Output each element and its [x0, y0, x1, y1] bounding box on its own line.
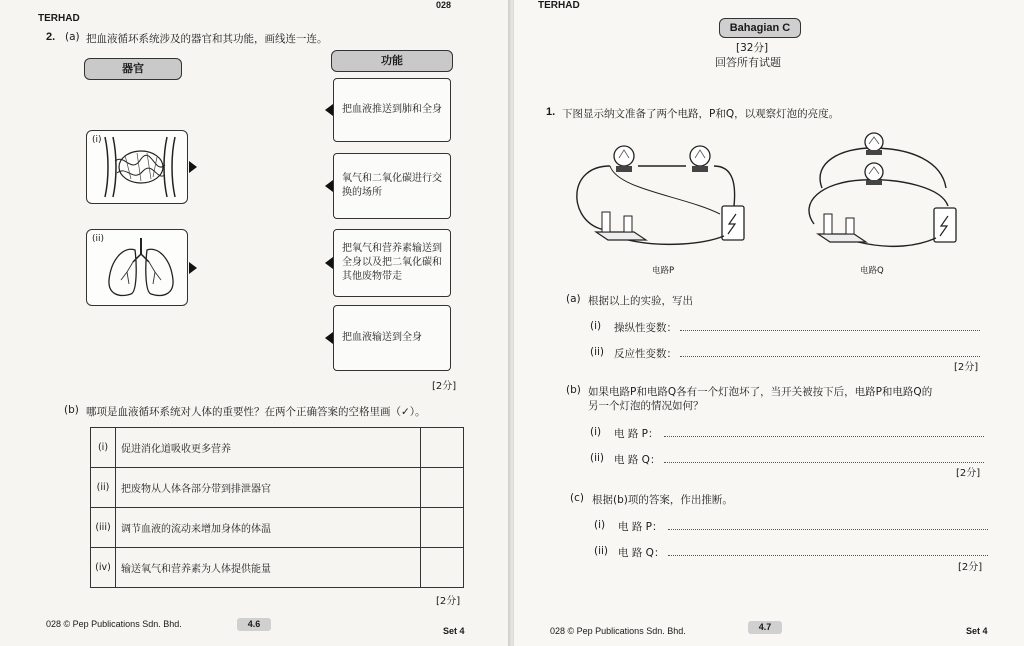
terhad-label: TERHAD [38, 13, 80, 24]
left-page [0, 0, 510, 646]
option-4-number: (iv) [91, 548, 116, 588]
answer-line-1a-ii[interactable] [680, 356, 980, 357]
left-footer: 028 © Pep Publications Sdn. Bhd. [46, 619, 182, 629]
organ-box-ii[interactable] [86, 229, 188, 306]
option-2-number: (ii) [91, 468, 116, 508]
option-row-3 [91, 508, 464, 548]
question-2a-marks: [2分] [432, 381, 457, 392]
option-row-4 [91, 548, 464, 588]
answer-line-1c-ii[interactable] [668, 555, 988, 556]
question-1a-i-text: 操纵性变数： [614, 322, 677, 334]
question-1b-label: (b) [566, 384, 581, 396]
question-1c-i-label: (i) [594, 519, 606, 531]
question-1b-text-line1: 如果电路P和电路Q各有一个灯泡坏了，当开关被按下后，电路P和电路Q的 [588, 386, 933, 398]
question-1b-i-text: 电 路 P： [614, 428, 659, 440]
question-1b-ii-text: 电 路 Q： [614, 454, 661, 466]
option-1-text: 促进消化道吸收更多营养 [116, 428, 421, 468]
function-2-text: 氧气和二氧化碳进行交换的场所 [342, 173, 442, 198]
function-3-connector-icon [325, 257, 333, 269]
question-1a-label: (a) [566, 293, 581, 305]
question-2a-label: (a) [65, 31, 80, 43]
answer-line-1b-ii[interactable] [664, 462, 984, 463]
function-box-3[interactable] [333, 229, 451, 297]
function-4-text: 把血液输送到全身 [342, 332, 422, 343]
question-1a-text: 根据以上的实验，写出 [588, 295, 693, 307]
option-4-text: 输送氧气和营养素为人体提供能量 [116, 548, 421, 588]
option-row-1 [91, 428, 464, 468]
section-marks: [32分] [736, 42, 769, 54]
circuit-q-label: 电路Q [860, 266, 884, 276]
question-1a-marks: [2分] [954, 362, 979, 373]
question-1a-i-label: (i) [590, 320, 602, 332]
question-2-number: 2. [46, 31, 56, 43]
option-3-text: 调节血液的流动来增加身体的体温 [116, 508, 421, 548]
right-page [514, 0, 1024, 646]
option-1-number: (i) [91, 428, 116, 468]
question-1-number: 1. [546, 106, 556, 118]
right-set-label: Set 4 [966, 626, 988, 636]
left-set-label: Set 4 [443, 626, 465, 636]
function-box-1[interactable] [333, 78, 451, 142]
section-title: Bahagian C [719, 18, 801, 38]
circuit-p-label: 电路P [652, 266, 675, 276]
option-2-checkbox[interactable] [421, 468, 464, 508]
organ-box-i[interactable] [86, 130, 188, 204]
capillary-network-icon [101, 135, 181, 199]
question-1c-i-text: 电 路 P： [618, 521, 663, 533]
option-row-2 [91, 468, 464, 508]
function-1-connector-icon [325, 104, 333, 116]
option-3-number: (iii) [91, 508, 116, 548]
answer-line-1a-i[interactable] [680, 330, 980, 331]
option-4-checkbox[interactable] [421, 548, 464, 588]
page-code-top: 028 [436, 0, 452, 10]
terhad-label-right: TERHAD [538, 0, 580, 11]
question-2b-text: 哪项是血液循环系统对人体的重要性？在两个正确答案的空格里画（✓）。 [86, 406, 426, 418]
right-footer: 028 © Pep Publications Sdn. Bhd. [550, 626, 686, 636]
question-2a-text: 把血液循环系统涉及的器官和其功能，画线连一连。 [86, 33, 328, 45]
left-page-number: 4.6 [237, 618, 271, 631]
question-1c-label: (c) [570, 492, 584, 504]
organ-ii-label: (ii) [92, 234, 105, 244]
question-1b-marks: [2分] [956, 468, 981, 479]
option-2-text: 把废物从人体各部分带到排泄器官 [116, 468, 421, 508]
circuit-p-diagram [574, 136, 754, 266]
question-1c-text: 根据(b)项的答案，作出推断。 [592, 494, 733, 506]
section-instruction: 回答所有试题 [715, 56, 781, 69]
question-1c-ii-text: 电 路 Q： [618, 547, 665, 559]
option-3-checkbox[interactable] [421, 508, 464, 548]
right-page-number: 4.7 [748, 621, 782, 634]
function-3-text: 把氧气和营养素输送到全身以及把二氧化碳和其他废物带走 [342, 243, 442, 282]
question-2b-marks: [2分] [436, 596, 461, 607]
question-1b-text-line2: 另一个灯泡的情况如何？ [588, 400, 704, 412]
function-1-text: 把血液推送到肺和全身 [342, 104, 442, 115]
function-2-connector-icon [325, 180, 333, 192]
function-box-4[interactable] [333, 305, 451, 371]
option-1-checkbox[interactable] [421, 428, 464, 468]
circuit-q-diagram [802, 132, 972, 264]
question-1c-ii-label: (ii) [594, 545, 609, 557]
question-2b-label: (b) [64, 404, 79, 416]
organ-i-label: (i) [92, 135, 102, 145]
function-box-2[interactable] [333, 153, 451, 219]
organ-ii-connector-icon [189, 262, 197, 274]
question-1b-ii-label: (ii) [590, 452, 605, 464]
answer-line-1b-i[interactable] [664, 436, 984, 437]
question-1a-ii-text: 反应性变数： [614, 348, 677, 360]
options-table [90, 427, 464, 588]
question-1c-marks: [2分] [958, 562, 983, 573]
lungs-icon [105, 236, 177, 300]
organ-i-connector-icon [189, 161, 197, 173]
question-1b-i-label: (i) [590, 426, 602, 438]
question-1a-ii-label: (ii) [590, 346, 605, 358]
function-4-connector-icon [325, 332, 333, 344]
question-1-text: 下图显示纳文准备了两个电路，P和Q，以观察灯泡的亮度。 [562, 108, 840, 120]
organ-header: 器官 [84, 58, 182, 80]
function-header: 功能 [331, 50, 453, 72]
answer-line-1c-i[interactable] [668, 529, 988, 530]
